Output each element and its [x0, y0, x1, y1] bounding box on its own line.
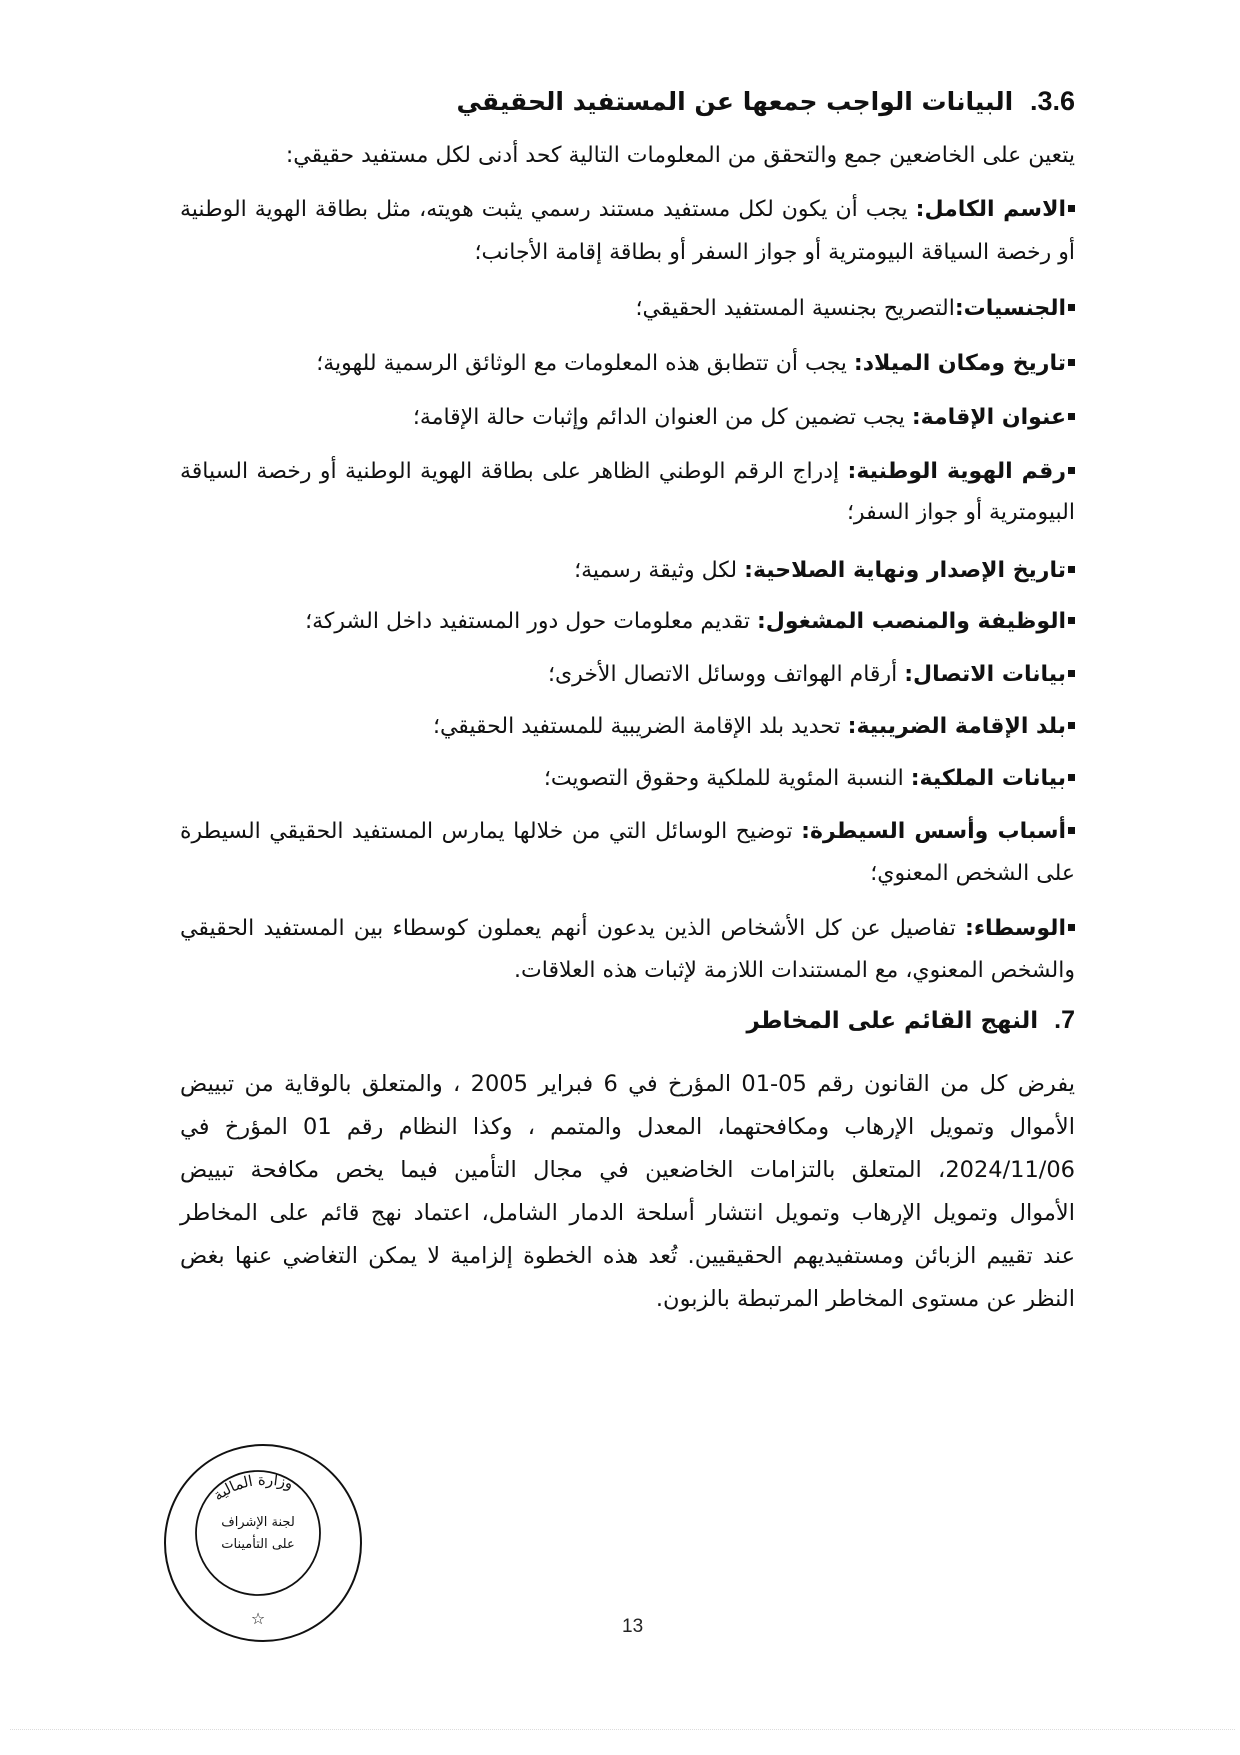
section-title: البيانات الواجب جمعها عن المستفيد الحقيقي	[456, 87, 1014, 116]
stamp-outer-text: وزارة المالية	[209, 1470, 296, 1505]
intro-paragraph: يتعين على الخاضعين جمع والتحقق من المعلومات التالية كحد أدنى لكل مستفيد حقيقي:	[285, 143, 1075, 168]
item-text: يجب تضمين كل من العنوان الدائم وإثبات حالة الإقامة؛	[412, 405, 905, 430]
list-item-control	[180, 819, 1075, 844]
item-text: تفاصيل عن كل الأشخاص الذين يدعون أنهم يعملون كوسطاء بين المستفيد الحقيقي	[180, 916, 956, 941]
bullet-square-icon	[1068, 205, 1075, 212]
paragraph-line: الأموال وتمويل الإرهاب وتمويل انتشار أسلحة الدمار الشامل، اعتماد نهج قائم على المخاطر	[180, 1200, 1075, 1226]
list-item-position	[305, 609, 1075, 634]
paragraph-line: الأموال وتمويل الإرهاب ومكافحتهما، المعدل والمتمم ، وكذا النظام رقم 01 المؤرخ في	[180, 1114, 1075, 1140]
item-label: الاسم الكامل:	[915, 197, 1066, 222]
item-text: يجب أن يكون لكل مستفيد مستند رسمي يثبت هويته، مثل بطاقة الهوية الوطنية	[180, 197, 908, 222]
scan-artifact-line	[10, 1729, 1235, 1731]
stamp-inner-line-1: لجنة الإشراف	[221, 1515, 295, 1530]
item-label: عنوان الإقامة:	[911, 405, 1066, 430]
item-label: الجنسيات:	[954, 296, 1066, 321]
bullet-square-icon	[1068, 617, 1075, 624]
official-stamp	[158, 1438, 368, 1648]
list-item-ownership	[544, 766, 1075, 791]
bullet-square-icon	[1068, 467, 1075, 474]
bullet-square-icon	[1068, 827, 1075, 834]
item-text: لكل وثيقة رسمية؛	[574, 558, 738, 583]
item-label: بيانات الملكية:	[910, 766, 1066, 791]
list-item-contact	[548, 662, 1075, 687]
item-text-continuation: أو رخصة السياقة البيومترية أو جواز السفر أو بطاقة إقامة الأجانب؛	[474, 240, 1075, 265]
bullet-square-icon	[1068, 413, 1075, 420]
list-item-birth	[316, 351, 1075, 376]
item-label: رقم الهوية الوطنية:	[847, 459, 1066, 484]
list-item-full-name	[180, 197, 1075, 222]
item-text-continuation: والشخص المعنوي، مع المستندات اللازمة لإثبات هذه العلاقات.	[514, 958, 1075, 983]
list-item-intermediaries	[180, 916, 1075, 941]
item-text-continuation: البيومترية أو جواز السفر؛	[846, 500, 1075, 525]
page-number: 13	[622, 1616, 644, 1637]
bullet-square-icon	[1068, 774, 1075, 781]
section-number: 3.6.	[1029, 86, 1075, 116]
item-text: النسبة المئوية للملكية وحقوق التصويت؛	[543, 766, 904, 791]
paragraph-line: يفرض كل من القانون رقم 05-01 المؤرخ في 6 فبراير 2005 ، والمتعلق بالوقاية من تبييض	[180, 1071, 1075, 1097]
bullet-square-icon	[1068, 924, 1075, 931]
item-label: بيانات الاتصال:	[904, 662, 1066, 687]
item-text: تحديد بلد الإقامة الضريبية للمستفيد الحقيقي؛	[432, 714, 841, 739]
item-text: تقديم معلومات حول دور المستفيد داخل الشركة؛	[305, 609, 750, 634]
item-text: التصريح بجنسية المستفيد الحقيقي؛	[635, 296, 955, 321]
item-text: يجب أن تتطابق هذه المعلومات مع الوثائق الرسمية للهوية؛	[316, 351, 847, 376]
bullet-square-icon	[1068, 566, 1075, 573]
bullet-square-icon	[1068, 359, 1075, 366]
item-text-continuation: على الشخص المعنوي؛	[870, 861, 1075, 886]
list-item-national-id	[180, 459, 1075, 484]
section-heading-3-6	[457, 86, 1075, 117]
section-number: 7.	[1054, 1006, 1075, 1034]
item-label: تاريخ ومكان الميلاد:	[853, 351, 1066, 376]
list-item-nationalities	[635, 296, 1075, 321]
bullet-square-icon	[1068, 304, 1075, 311]
paragraph-line: عند تقييم الزبائن ومستفيديهم الحقيقيين. تُعد هذه الخطوة إلزامية لا يمكن التغاضي عنها بغض	[180, 1243, 1075, 1269]
section-heading-7	[747, 1006, 1075, 1035]
item-label: بلد الإقامة الضريبية:	[847, 714, 1066, 739]
paragraph-line: 2024/11/06، المتعلق بالتزامات الخاضعين في مجال التأمين فيما يخص مكافحة تبييض	[180, 1157, 1075, 1183]
star-icon: ☆	[250, 1609, 266, 1628]
item-label: أسباب وأسس السيطرة:	[801, 819, 1066, 844]
list-item-issue-expiry	[574, 558, 1075, 583]
item-text: أرقام الهواتف ووسائل الاتصال الأخرى؛	[547, 662, 898, 687]
bullet-square-icon	[1068, 722, 1075, 729]
bullet-square-icon	[1068, 670, 1075, 677]
stamp-inner-line-2: على التأمينات	[221, 1537, 295, 1552]
paragraph-line: النظر عن مستوى المخاطر المرتبطة بالزبون.	[655, 1286, 1075, 1312]
item-text: إدراج الرقم الوطني الظاهر على بطاقة الهوية الوطنية أو رخصة السياقة	[180, 459, 840, 484]
item-text: توضيح الوسائل التي من خلالها يمارس المستفيد الحقيقي السيطرة	[180, 819, 793, 844]
list-item-tax-residence	[433, 714, 1075, 739]
item-label: الوظيفة والمنصب المشغول:	[757, 609, 1066, 634]
item-label: تاريخ الإصدار ونهاية الصلاحية:	[744, 558, 1066, 583]
stamp-seal-icon	[158, 1438, 368, 1648]
section-title: النهج القائم على المخاطر	[746, 1008, 1039, 1034]
list-item-residence	[413, 405, 1075, 430]
item-label: الوسطاء:	[965, 916, 1066, 941]
